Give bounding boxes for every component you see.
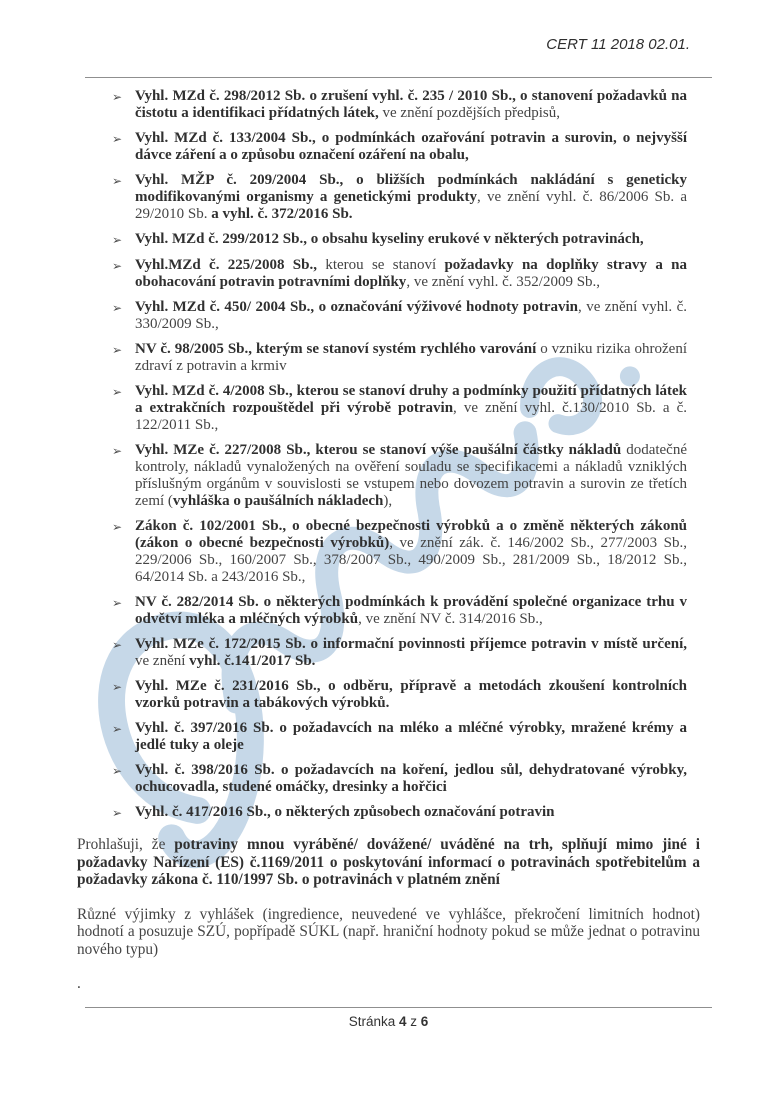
- declaration-paragraph: [77, 906, 700, 959]
- text-segment: .: [77, 975, 81, 992]
- text-segment: a vyhl. č. 372/2016 Sb.: [211, 206, 353, 222]
- list-item: [112, 88, 687, 122]
- bullet-arrow-icon: ➢: [112, 638, 123, 652]
- text-segment: Vyhl. MŽP č. 209/2004 Sb., o bližších podmínkách nakládání s geneticky modifikovanými organismy a genetickými produkty: [135, 172, 687, 205]
- list-item-text: [135, 762, 687, 796]
- bullet-arrow-icon: ➢: [112, 596, 123, 610]
- page-footer: [0, 1014, 777, 1029]
- text-segment: ve znění pozdějších předpisů,: [382, 105, 560, 121]
- list-item-text: [135, 341, 687, 375]
- bullet-arrow-icon: ➢: [112, 764, 123, 778]
- list-item: [112, 299, 687, 333]
- list-item-text: [135, 130, 687, 164]
- text-segment: Vyhl. MZd č. 299/2012 Sb., o obsahu kyseliny erukové v některých potravinách,: [135, 231, 644, 247]
- text-segment: ),: [383, 493, 393, 509]
- list-item: [112, 636, 687, 670]
- list-item-text: [135, 88, 687, 122]
- text-segment: , ve znění vyhl. č. 86/2006 Sb. a 29/2010 Sb.: [135, 189, 687, 222]
- header-rule: [85, 77, 712, 78]
- text-segment: 6: [420, 1014, 429, 1029]
- list-item-text: [135, 299, 687, 333]
- text-segment: ve znění: [135, 653, 190, 669]
- bullet-arrow-icon: ➢: [112, 259, 123, 273]
- header-document-code: CERT 11 2018 02.01.: [546, 36, 690, 53]
- list-item: [112, 130, 687, 164]
- list-item: [112, 720, 687, 754]
- list-item: [112, 257, 687, 291]
- bullet-arrow-icon: ➢: [112, 806, 123, 820]
- bullet-arrow-icon: ➢: [112, 174, 123, 188]
- text-segment: , ve znění vyhl. č. 330/2009 Sb.,: [135, 299, 687, 332]
- list-item-text: [135, 678, 687, 712]
- text-segment: , ve znění vyhl. č.130/2010 Sb. a č. 122/2011 Sb.,: [135, 400, 687, 433]
- bullet-arrow-icon: ➢: [112, 90, 123, 104]
- list-item-text: [135, 231, 687, 249]
- text-segment: Prohlašuji, že: [77, 836, 175, 853]
- list-item-text: [135, 383, 687, 434]
- list-item-text: [135, 172, 687, 223]
- declaration-paragraph: [77, 975, 700, 993]
- text-segment: Stránka: [348, 1014, 399, 1029]
- list-item: [112, 762, 687, 796]
- text-segment: Vyhl. MZe č. 172/2015 Sb. o informační povinnosti příjemce potravin v místě určení,: [135, 636, 687, 652]
- regulations-list: [112, 88, 687, 830]
- text-segment: Vyhl. MZe č. 227/2008 Sb., kterou se stanoví výše paušální částky nákladů: [135, 442, 627, 458]
- declaration-section: [77, 836, 700, 1010]
- bullet-arrow-icon: ➢: [112, 680, 123, 694]
- bullet-arrow-icon: ➢: [112, 722, 123, 736]
- bullet-arrow-icon: ➢: [112, 343, 123, 357]
- text-segment: potraviny mnou vyráběné/ dovážené/ uváděné na trh, splňují mimo jiné i požadavky Nařízení (ES) č.1169/2011 o poskytování informací o potravinách spotřebitelům a požadavky zákona č. 110/1997 Sb. o potravinách v platném znění: [77, 836, 700, 888]
- text-segment: NV č. 98/2005 Sb., kterým se stanoví systém rychlého varování: [135, 341, 541, 357]
- bullet-arrow-icon: ➢: [112, 233, 123, 247]
- list-item-text: [135, 636, 687, 670]
- text-segment: NV č. 282/2014 Sb. o některých podmínkách k provádění společné organizace trhu v odvětví mléka a mléčných výrobků: [135, 594, 687, 627]
- list-item: [112, 442, 687, 510]
- list-item: [112, 518, 687, 586]
- list-item-text: [135, 257, 687, 291]
- bullet-arrow-icon: ➢: [112, 520, 123, 534]
- text-segment: z: [406, 1014, 421, 1029]
- text-segment: Zákon č. 102/2001 Sb., o obecné bezpečnosti výrobků a o změně některých zákonů (zákon o obecné bezpečnosti výrobků): [135, 518, 687, 551]
- declaration-paragraph: [77, 836, 700, 889]
- text-segment: Vyhl. MZd č. 133/2004 Sb., o podmínkách ozařování potravin a surovin, o nejvyšší dávce záření a o způsobu označení ozáření na obalu,: [135, 130, 687, 163]
- list-item-text: [135, 442, 687, 510]
- text-segment: Vyhl. MZd č. 298/2012 Sb. o zrušení vyhl. č. 235 / 2010 Sb., o stanovení požadavků na čistotu a identifikaci přídatných látek,: [135, 88, 687, 121]
- list-item-text: [135, 720, 687, 754]
- list-item: [112, 383, 687, 434]
- text-segment: , ve znění vyhl. č. 352/2009 Sb.,: [406, 274, 601, 290]
- text-segment: Vyhl. č. 398/2016 Sb. o požadavcích na koření, jedlou sůl, dehydratované výrobky, ochucovadla, studené omáčky, dresinky a hořčici: [135, 762, 687, 795]
- text-segment: 4: [398, 1014, 407, 1029]
- bullet-arrow-icon: ➢: [112, 444, 123, 458]
- bullet-arrow-icon: ➢: [112, 301, 123, 315]
- list-item: [112, 804, 687, 822]
- list-item: [112, 678, 687, 712]
- text-segment: Vyhl.MZd č. 225/2008 Sb.,: [135, 257, 326, 273]
- text-segment: vyhl. č.141/2017 Sb.: [189, 653, 316, 669]
- list-item-text: [135, 804, 687, 822]
- bullet-arrow-icon: ➢: [112, 385, 123, 399]
- text-segment: Vyhl. č. 397/2016 Sb. o požadavcích na mléko a mléčné výrobky, mražené krémy a jedlé tuky a oleje: [135, 720, 687, 753]
- text-segment: , ve znění NV č. 314/2016 Sb.,: [358, 611, 543, 627]
- text-segment: o vzniku rizika ohrožení zdraví z potravin a krmiv: [135, 341, 688, 374]
- text-segment: Vyhl. MZd č. 4/2008 Sb., kterou se stanoví druhy a podmínky použití přídatných látek a extrakčních rozpouštědel při výrobě potravin: [135, 383, 687, 416]
- bullet-arrow-icon: ➢: [112, 132, 123, 146]
- footer-rule: [85, 1007, 712, 1008]
- text-segment: Různé výjimky z vyhlášek (ingredience, neuvedené ve vyhlášce, překročení limitních hodnot) hodnotí a posuzuje SZÚ, popřípadě SÚKL (např. hraniční hodnoty pokud se může jednat o potravinu nového typu): [77, 905, 700, 958]
- text-segment: požadavky na doplňky stravy a na obohacování potravin potravními doplňky: [135, 257, 687, 290]
- text-segment: dodatečné kontroly, nákladů vynaložených na ověření souladu se specifikacemi a nákladů vzniklých příslušným orgánům v souvislosti se vstupem nebo dovozem potravin a surovin ze třetích zemí (: [135, 442, 687, 509]
- text-segment: Vyhl. MZe č. 231/2016 Sb., o odběru, přípravě a metodách zkoušení kontrolních vzorků potravin a tabákových výrobků.: [135, 678, 687, 711]
- list-item: [112, 172, 687, 223]
- text-segment: , ve znění zák. č. 146/2002 Sb., 277/2003 Sb., 229/2006 Sb., 160/2007 Sb., 378/2007 Sb., 490/2009 Sb., 281/2009 Sb., 18/2012 Sb., 64/2014 Sb. a 243/2016 Sb.,: [135, 535, 687, 585]
- list-item-text: [135, 518, 687, 586]
- list-item-text: [135, 594, 687, 628]
- text-segment: vyhláška o paušálních nákladech: [172, 493, 384, 509]
- list-item: [112, 231, 687, 249]
- list-item: [112, 341, 687, 375]
- text-segment: Vyhl. MZd č. 450/ 2004 Sb., o označování výživové hodnoty potravin: [135, 299, 579, 315]
- text-segment: Vyhl. č. 417/2016 Sb., o některých způsobech označování potravin: [135, 804, 555, 820]
- list-item: [112, 594, 687, 628]
- text-segment: kterou se stanoví: [325, 257, 445, 273]
